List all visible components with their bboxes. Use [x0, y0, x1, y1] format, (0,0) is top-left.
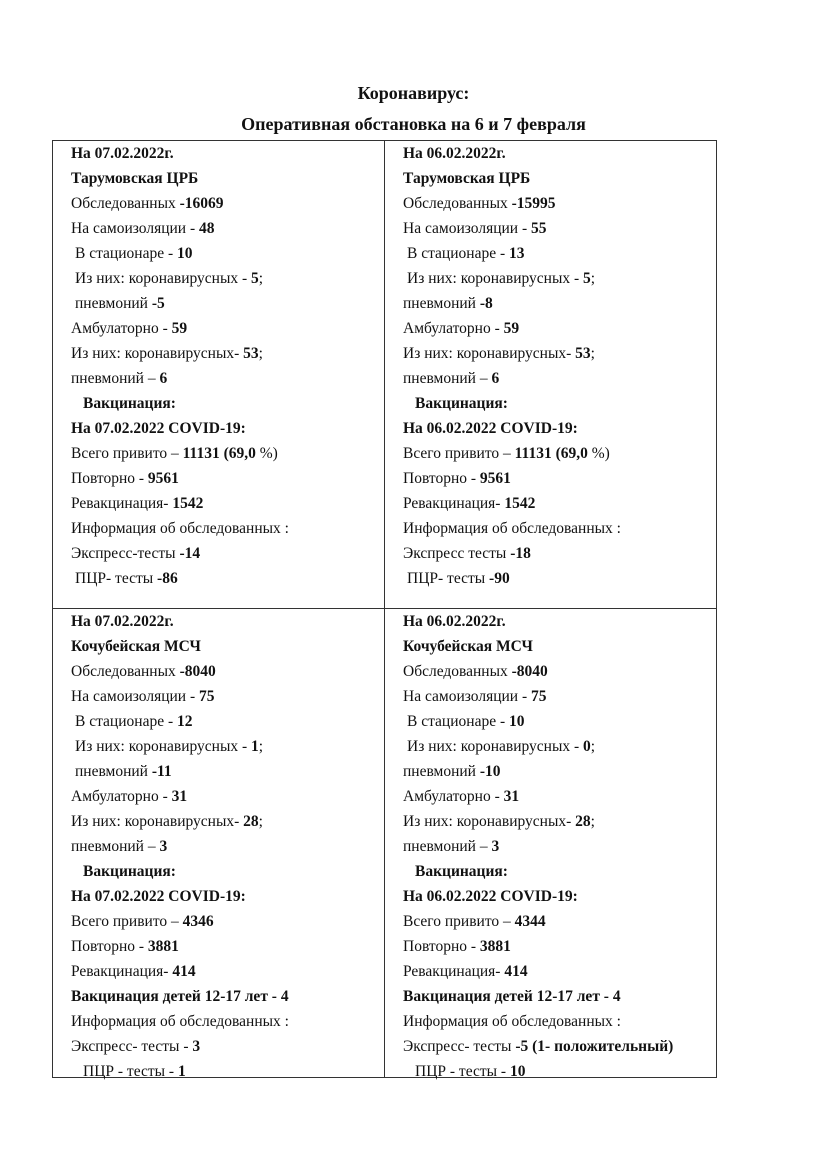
- text-line: [71, 216, 384, 241]
- line-label: Из них: коронавирусных-: [403, 345, 576, 362]
- text-line: [71, 834, 384, 859]
- text-line: [71, 684, 384, 709]
- line-label: Амбулаторно -: [71, 788, 172, 805]
- line-value: 1542: [504, 495, 536, 512]
- text-line: [403, 366, 716, 391]
- text-line: [403, 634, 716, 659]
- text-line: [403, 341, 716, 366]
- line-value: 31: [503, 788, 520, 805]
- text-line: [403, 291, 716, 316]
- line-value: На 06.02.2022 COVID-19:: [403, 420, 578, 437]
- line-value: 59: [503, 320, 520, 337]
- text-line: [71, 1059, 384, 1084]
- line-label: Экспресс- тесты -: [71, 1038, 193, 1055]
- line-value: 3: [159, 838, 168, 855]
- text-line: [71, 934, 384, 959]
- line-value: На 07.02.2022г.: [71, 613, 174, 630]
- line-value: -8: [479, 295, 493, 312]
- line-label: Ревакцинация-: [403, 495, 505, 512]
- line-label: пневмоний –: [403, 838, 492, 855]
- line-suffix: ;: [258, 813, 263, 830]
- line-value: На 07.02.2022г.: [71, 145, 174, 162]
- table-cell-kochubey-0602: [385, 609, 717, 1078]
- text-line: [71, 759, 384, 784]
- text-line: [403, 759, 716, 784]
- line-value: Вакцинация:: [415, 863, 508, 880]
- cell-content: [403, 141, 716, 608]
- text-line: [403, 191, 716, 216]
- line-value: Кочубейская МСЧ: [71, 638, 201, 655]
- line-value: 414: [504, 963, 528, 980]
- text-line: [403, 809, 716, 834]
- line-value: Вакцинация:: [83, 395, 176, 412]
- text-line: [71, 366, 384, 391]
- line-value: 53: [575, 345, 591, 362]
- line-label: Обследованных: [71, 663, 180, 680]
- text-line: [71, 291, 384, 316]
- line-value: 5: [583, 270, 591, 287]
- line-label: Амбулаторно -: [403, 320, 504, 337]
- line-label: Из них: коронавирусных -: [75, 270, 252, 287]
- line-label: Информация об обследованных :: [403, 1013, 621, 1030]
- line-value: 28: [243, 813, 259, 830]
- line-label: пневмоний –: [403, 370, 492, 387]
- line-label: Амбулаторно -: [71, 320, 172, 337]
- line-value: На 07.02.2022 COVID-19:: [71, 888, 246, 905]
- line-label: пневмоний –: [71, 370, 160, 387]
- line-value: 31: [171, 788, 188, 805]
- line-value: 1542: [172, 495, 204, 512]
- line-value: 75: [531, 688, 547, 705]
- cell-content: [71, 609, 384, 1080]
- text-line: [403, 241, 716, 266]
- table-row: [53, 141, 717, 609]
- text-line: [403, 834, 716, 859]
- line-value: 1: [177, 1063, 186, 1080]
- line-value: -8040: [179, 663, 216, 680]
- table-row: [53, 609, 717, 1078]
- text-line: [71, 859, 384, 884]
- line-label: На самоизоляции -: [403, 688, 531, 705]
- line-value: 75: [199, 688, 215, 705]
- line-value: 55: [531, 220, 547, 237]
- line-label: Повторно -: [71, 938, 148, 955]
- line-suffix: ;: [590, 738, 596, 755]
- line-label: ПЦР- тесты: [407, 570, 490, 587]
- line-value: -15995: [511, 195, 556, 212]
- text-line: [403, 734, 716, 759]
- line-label: Ревакцинация-: [71, 495, 173, 512]
- line-label: В стационаре -: [407, 245, 509, 262]
- line-label: Из них: коронавирусных -: [407, 270, 584, 287]
- line-suffix: ;: [258, 738, 264, 755]
- line-value: На 06.02.2022 COVID-19:: [403, 888, 578, 905]
- line-label: Повторно -: [71, 470, 148, 487]
- line-label: Ревакцинация-: [71, 963, 173, 980]
- line-label: пневмоний: [403, 295, 480, 312]
- text-line: [71, 191, 384, 216]
- line-label: Из них: коронавирусных-: [71, 813, 244, 830]
- line-suffix: %): [255, 445, 278, 462]
- line-value: 11131 (69,0: [182, 445, 256, 462]
- table-cell-tarumovka-0602: [385, 141, 717, 609]
- text-line: [403, 491, 716, 516]
- line-value: 4346: [182, 913, 214, 930]
- text-line: [403, 541, 716, 566]
- text-line: [71, 1009, 384, 1034]
- line-value: 6: [491, 370, 500, 387]
- text-line: [403, 391, 716, 416]
- line-label: Из них: коронавирусных -: [407, 738, 584, 755]
- line-label: ПЦР - тесты -: [83, 1063, 178, 1080]
- line-label: Ревакцинация-: [403, 963, 505, 980]
- text-line: [403, 1009, 716, 1034]
- text-line: [71, 734, 384, 759]
- line-value: 9561: [479, 470, 511, 487]
- line-suffix: ;: [590, 813, 595, 830]
- text-line: [403, 659, 716, 684]
- text-line: [403, 884, 716, 909]
- line-value: 53: [243, 345, 259, 362]
- line-suffix: ;: [590, 345, 595, 362]
- text-line: [71, 709, 384, 734]
- line-value: Вакцинация детей 12-17 лет - 4: [403, 988, 621, 1005]
- text-line: [71, 784, 384, 809]
- line-value: 414: [172, 963, 196, 980]
- text-line: [71, 491, 384, 516]
- text-line: [403, 216, 716, 241]
- cell-content: [71, 141, 384, 608]
- line-value: -11: [151, 763, 172, 780]
- line-value: 28: [575, 813, 591, 830]
- line-value: -14: [179, 545, 201, 562]
- line-label: Всего привито –: [71, 445, 183, 462]
- line-value: Тарумовская ЦРБ: [71, 170, 199, 187]
- line-value: 6: [159, 370, 168, 387]
- line-value: -86: [157, 570, 178, 587]
- text-line: [71, 466, 384, 491]
- line-suffix: ;: [258, 345, 263, 362]
- cell-content: [403, 609, 716, 1080]
- text-line: [403, 1059, 716, 1084]
- line-value: 1: [251, 738, 259, 755]
- line-value: 12: [177, 713, 193, 730]
- line-label: пневмоний: [75, 763, 152, 780]
- text-line: [71, 316, 384, 341]
- line-value: -8040: [511, 663, 548, 680]
- line-label: Экспресс-тесты: [71, 545, 180, 562]
- text-line: [71, 141, 384, 166]
- text-line: [403, 784, 716, 809]
- text-line: [71, 541, 384, 566]
- text-line: [403, 266, 716, 291]
- line-suffix: ;: [590, 270, 596, 287]
- line-value: Тарумовская ЦРБ: [403, 170, 531, 187]
- line-label: пневмоний –: [71, 838, 160, 855]
- line-value: 3: [491, 838, 500, 855]
- text-line: [403, 141, 716, 166]
- line-label: В стационаре -: [75, 713, 177, 730]
- text-line: [403, 684, 716, 709]
- text-line: [403, 466, 716, 491]
- line-value: 10: [509, 1063, 526, 1080]
- text-line: [71, 416, 384, 441]
- line-value: 3: [192, 1038, 201, 1055]
- line-label: Обследованных: [71, 195, 180, 212]
- text-line: [403, 609, 716, 634]
- line-value: 5: [251, 270, 259, 287]
- line-value: Вакцинация:: [83, 863, 176, 880]
- line-value: -18: [510, 545, 531, 562]
- line-value: -90: [489, 570, 510, 587]
- text-line: [71, 884, 384, 909]
- text-line: [403, 934, 716, 959]
- line-value: На 06.02.2022г.: [403, 613, 506, 630]
- text-line: [403, 316, 716, 341]
- line-value: 3881: [479, 938, 511, 955]
- line-label: Экспресс- тесты: [403, 1038, 516, 1055]
- line-label: Амбулаторно -: [403, 788, 504, 805]
- line-value: 59: [171, 320, 188, 337]
- line-value: -16069: [179, 195, 224, 212]
- text-line: [403, 416, 716, 441]
- text-line: [71, 659, 384, 684]
- text-line: [403, 709, 716, 734]
- line-value: 11131 (69,0: [514, 445, 588, 462]
- line-label: На самоизоляции -: [71, 220, 199, 237]
- text-line: [403, 516, 716, 541]
- line-label: Информация об обследованных :: [403, 520, 621, 537]
- line-label: Информация об обследованных :: [71, 1013, 289, 1030]
- line-value: Вакцинация:: [415, 395, 508, 412]
- line-label: Из них: коронавирусных-: [71, 345, 244, 362]
- line-suffix: ;: [258, 270, 264, 287]
- text-line: [71, 341, 384, 366]
- line-label: Всего привито –: [403, 445, 515, 462]
- line-value: 9561: [147, 470, 179, 487]
- text-line: [403, 959, 716, 984]
- text-line: [403, 166, 716, 191]
- text-line: [71, 266, 384, 291]
- line-label: ПЦР- тесты: [75, 570, 158, 587]
- text-line: [71, 1034, 384, 1059]
- line-label: Повторно -: [403, 470, 480, 487]
- line-label: ПЦР - тесты -: [415, 1063, 510, 1080]
- line-value: На 07.02.2022 COVID-19:: [71, 420, 246, 437]
- text-line: [403, 566, 716, 591]
- line-value: Кочубейская МСЧ: [403, 638, 533, 655]
- line-label: В стационаре -: [407, 713, 509, 730]
- report-table: [52, 140, 717, 1078]
- text-line: [71, 516, 384, 541]
- text-line: [71, 441, 384, 466]
- line-label: Всего привито –: [71, 913, 183, 930]
- text-line: [71, 166, 384, 191]
- line-label: пневмоний: [75, 295, 152, 312]
- text-line: [403, 909, 716, 934]
- text-line: [403, 859, 716, 884]
- line-label: Всего привито –: [403, 913, 515, 930]
- line-value: -5: [151, 295, 165, 312]
- text-line: [71, 959, 384, 984]
- document-subtitle: Оперативная обстановка на 6 и 7 февраля: [241, 114, 586, 134]
- line-value: 13: [509, 245, 525, 262]
- line-label: На самоизоляции -: [403, 220, 531, 237]
- line-label: Из них: коронавирусных -: [75, 738, 252, 755]
- text-line: [71, 566, 384, 591]
- line-label: Повторно -: [403, 938, 480, 955]
- line-value: 4344: [514, 913, 546, 930]
- line-value: -10: [479, 763, 501, 780]
- line-value: На 06.02.2022г.: [403, 145, 506, 162]
- text-line: [71, 241, 384, 266]
- line-label: Обследованных: [403, 195, 512, 212]
- line-label: пневмоний: [403, 763, 480, 780]
- line-value: Вакцинация детей 12-17 лет - 4: [71, 988, 289, 1005]
- line-suffix: %): [587, 445, 610, 462]
- text-line: [403, 441, 716, 466]
- document-title: Коронавирус:: [357, 83, 470, 103]
- line-value: 10: [509, 713, 525, 730]
- line-value: -5 (1- положительный): [515, 1038, 674, 1055]
- line-value: 3881: [147, 938, 179, 955]
- text-line: [71, 984, 384, 1009]
- text-line: [403, 984, 716, 1009]
- text-line: [71, 634, 384, 659]
- table-cell-kochubey-0702: [53, 609, 385, 1078]
- line-label: Экспресс тесты: [403, 545, 511, 562]
- line-label: Обследованных: [403, 663, 512, 680]
- line-value: 48: [199, 220, 215, 237]
- text-line: [71, 809, 384, 834]
- line-label: В стационаре -: [75, 245, 177, 262]
- text-line: [71, 909, 384, 934]
- text-line: [71, 391, 384, 416]
- line-value: 10: [177, 245, 193, 262]
- table-cell-tarumovka-0702: [53, 141, 385, 609]
- line-label: На самоизоляции -: [71, 688, 199, 705]
- line-label: Из них: коронавирусных-: [403, 813, 576, 830]
- text-line: [71, 609, 384, 634]
- text-line: [403, 1034, 716, 1059]
- line-label: Информация об обследованных :: [71, 520, 289, 537]
- line-value: 0: [583, 738, 591, 755]
